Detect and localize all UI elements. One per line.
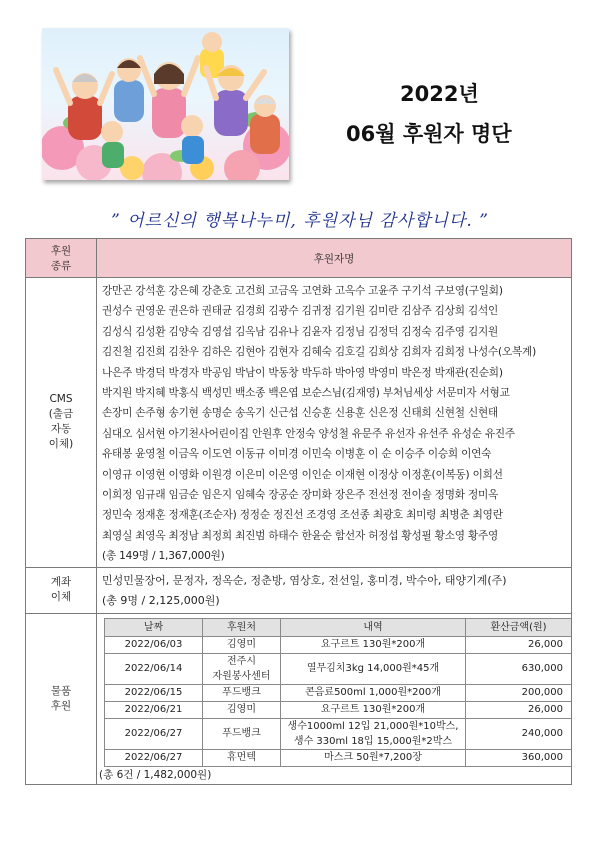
goods-donor: 휴먼텍 (203, 749, 281, 766)
goods-amount: 240,000 (466, 718, 572, 749)
account-names: 민성민물장어, 문정자, 정옥순, 정춘방, 염상호, 전선일, 홍미경, 박수아, 태양기계(주) (102, 573, 507, 587)
goods-header-item: 내역 (281, 618, 466, 636)
goods-date: 2022/06/03 (105, 636, 203, 653)
donor-row: 이희정 임규래 임금순 임은지 임혜숙 장공순 장미화 장은주 전선정 전이솔 정명화 정미옥 (102, 489, 499, 502)
cms-section (26, 278, 572, 568)
table-header-row (26, 239, 572, 278)
goods-date: 2022/06/27 (105, 718, 203, 749)
donor-row: 박지원 박지혜 박홍식 백성민 백소종 백은엽 보순스님(김재영) 부처님세상 서문미자 서형교 (102, 387, 510, 400)
goods-row (105, 718, 572, 749)
goods-header-donor: 후원처 (203, 618, 281, 636)
donor-row: 심대오 심서현 아기천사어린이집 안원후 안정숙 양성철 유문주 유선자 유선주 유성순 유진주 (102, 427, 515, 440)
slogan: ” 어르신의 행복나누미, 후원자님 감사합니다. ” (111, 211, 489, 231)
cms-label (26, 278, 97, 568)
goods-date: 2022/06/27 (105, 749, 203, 766)
header-names: 후원자명 (97, 239, 572, 278)
cms-names (97, 278, 572, 568)
account-names-cell (97, 567, 572, 613)
goods-amount: 360,000 (466, 749, 572, 766)
goods-header-date: 날짜 (105, 618, 203, 636)
goods-donor: 김영미 (203, 701, 281, 718)
goods-item: 콘음료500ml 1,000원*200개 (281, 684, 466, 701)
goods-amount: 630,000 (466, 653, 572, 684)
donor-row: 김진철 김진희 김찬우 김하은 김현아 김현자 김혜숙 김호길 김희상 김희자 김희정 나성수(오복계) (102, 346, 537, 359)
goods-row (105, 653, 572, 684)
goods-date: 2022/06/21 (105, 701, 203, 718)
donor-row: 정민숙 정재훈 정재훈(조순자) 정정순 정진선 조경영 조선종 최광호 최미령 최병춘 최영란 (102, 509, 503, 522)
donor-row: 유태봉 윤영철 이금옥 이도연 이동규 이미경 이민숙 이병훈 이 순 이승주 이승희 이연숙 (102, 448, 492, 461)
goods-header-row (105, 618, 572, 636)
goods-amount: 26,000 (466, 636, 572, 653)
donor-row: 이영규 이영현 이영화 이원경 이은미 이은영 이인순 이재현 이정상 이정훈(이복동) 이희선 (102, 468, 503, 481)
goods-section (26, 613, 572, 784)
goods-row (105, 749, 572, 766)
cms-total: (총 149명 / 1,367,000원) (102, 550, 225, 563)
donor-row: 강만곤 강석훈 강은혜 강춘호 고건희 고금옥 고연화 고옥수 고윤주 구기석 구보영(구일회) (102, 285, 503, 297)
goods-header-amount: 환산금액(원) (466, 618, 572, 636)
goods-label-text: 물품 후원 (50, 684, 72, 712)
donor-row: 권성수 권영운 권은하 권태균 김경희 김광수 김귀정 김기원 김미란 김삼주 김상희 김석인 (102, 305, 499, 318)
goods-table (104, 618, 572, 767)
donor-row: 나은주 박경덕 박경자 박공임 박남이 박동창 박두하 박아영 박영미 박은정 박재관(진순희) (102, 366, 503, 379)
title-year: 2022년 (400, 82, 479, 106)
account-label (26, 567, 97, 613)
donor-table (25, 238, 572, 785)
cms-label-text: CMS (출금 자동 이체) (48, 393, 74, 451)
donor-row: 손장미 손주형 송기현 송명순 송옥기 신근섭 신승훈 신용훈 신은정 신태희 신현철 신현태 (102, 407, 499, 420)
goods-item: 요구르트 130원*200개 (281, 636, 466, 653)
goods-cell (97, 613, 572, 784)
goods-item: 생수1000ml 12입 21,000원*10박스, 생수 330ml 18입 15,000원*2박스 (281, 718, 466, 749)
goods-date: 2022/06/15 (105, 684, 203, 701)
account-total: (총 9명 / 2,125,000원) (102, 593, 220, 607)
goods-row (105, 684, 572, 701)
goods-donor: 전주시 자원봉사센터 (203, 653, 281, 684)
goods-row (105, 701, 572, 718)
header-category-text: 후원 종류 (50, 245, 72, 272)
account-label-text: 계좌 이체 (50, 576, 72, 604)
goods-row (105, 636, 572, 653)
cheering-people-illustration (42, 28, 289, 180)
goods-amount: 200,000 (466, 684, 572, 701)
page-title: 06월 후원자 명단 (346, 122, 512, 146)
header-category (26, 239, 97, 278)
goods-donor: 푸드뱅크 (203, 684, 281, 701)
donor-row: 김성식 김성환 김양숙 김영섭 김옥남 김유나 김윤자 김정님 김정덕 김정숙 김주영 김지원 (102, 325, 499, 338)
goods-item: 요구르트 130원*200개 (281, 701, 466, 718)
goods-item: 열무김치3kg 14,000원*45개 (281, 653, 466, 684)
goods-label (26, 613, 97, 784)
goods-donor: 김영미 (203, 636, 281, 653)
donor-row: 최영실 최영옥 최정남 최정희 최진범 하태수 한윤순 함선자 허정섭 황성필 황소영 황주영 (102, 529, 499, 542)
goods-item: 마스크 50원*7,200장 (281, 749, 466, 766)
goods-total: (총 6건 / 1,482,000원) (99, 768, 212, 781)
goods-donor: 푸드뱅크 (203, 718, 281, 749)
header-illustration (42, 28, 289, 180)
account-section (26, 567, 572, 613)
goods-amount: 26,000 (466, 701, 572, 718)
goods-date: 2022/06/14 (105, 653, 203, 684)
